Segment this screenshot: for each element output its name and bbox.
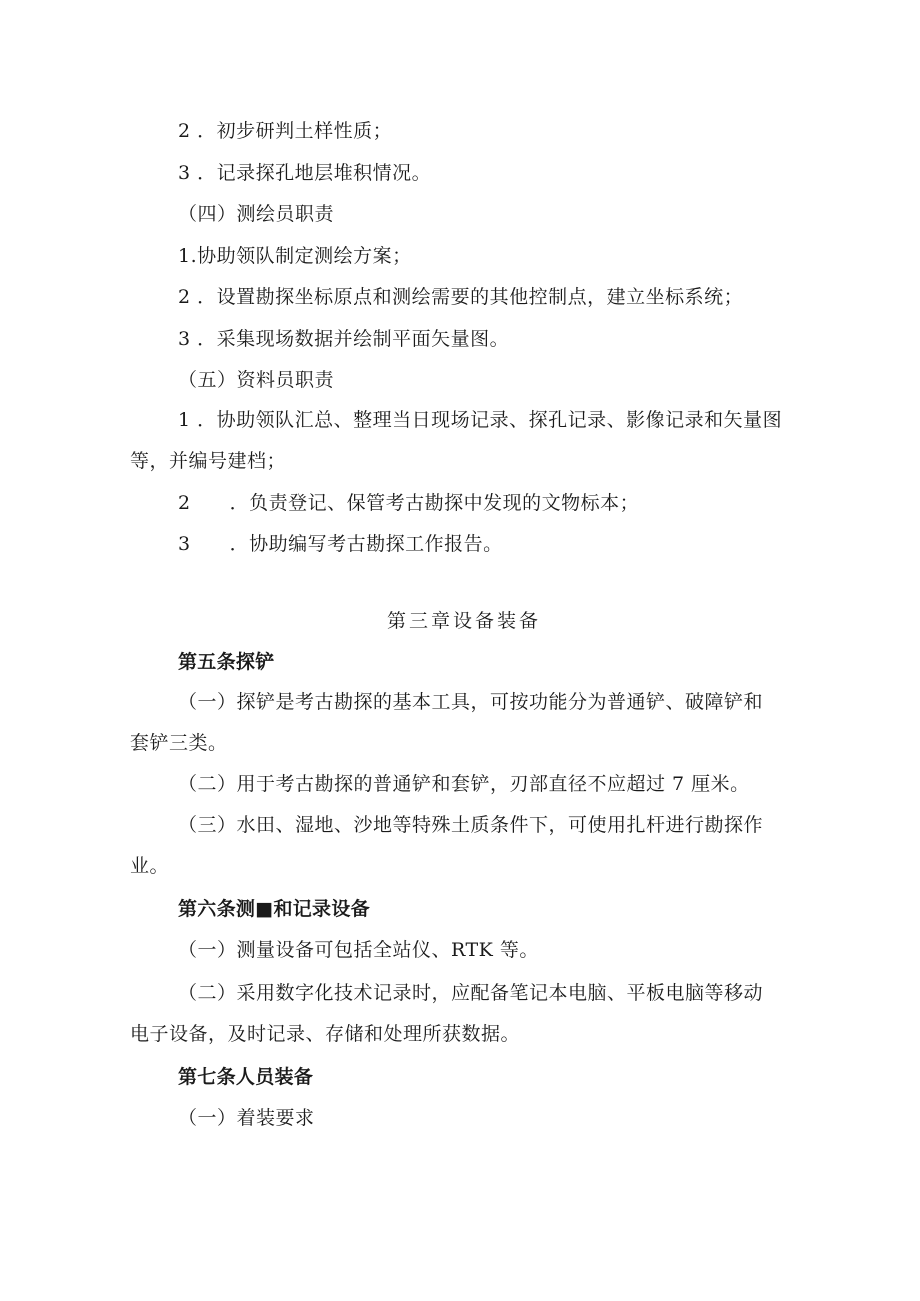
paragraph: （二）用于考古勘探的普通铲和套铲，刃部直径不应超过 7 厘米。 <box>178 773 750 795</box>
section-heading: （五）资料员职责 <box>178 369 335 391</box>
list-item: 2 ．负责登记、保管考古勘探中发现的文物标本； <box>178 492 640 514</box>
paragraph: （一）着装要求 <box>178 1107 315 1129</box>
list-item-continuation: 等，并编号建档； <box>130 450 287 472</box>
paragraph: （一）探铲是考古勘探的基本工具，可按功能分为普通铲、破障铲和 <box>178 691 764 713</box>
paragraph: （三）水田、湿地、沙地等特殊土质条件下，可使用扎杆进行勘探作 <box>178 814 764 836</box>
paragraph-continuation: 业。 <box>130 855 170 877</box>
paragraph: （二）采用数字化技术记录时，应配备笔记本电脑、平板电脑等移动 <box>178 982 764 1004</box>
article-heading: 第六条测■和记录设备 <box>178 898 370 920</box>
article-heading: 第七条人员装备 <box>178 1066 314 1088</box>
paragraph: （一）测量设备可包括全站仪、RTK 等。 <box>178 939 539 961</box>
paragraph-continuation: 电子设备，及时记录、存储和处理所获数据。 <box>130 1023 521 1045</box>
list-item: 3 ．协助编写考古勘探工作报告。 <box>178 533 503 555</box>
list-item: 3 ．记录探孔地层堆积情况。 <box>178 162 432 184</box>
list-item: 1.协助领队制定测绘方案； <box>178 245 412 267</box>
list-item: 3 ．采集现场数据并绘制平面矢量图。 <box>178 328 510 350</box>
chapter-title: 第三章设备装备 <box>387 610 542 632</box>
list-item: 2 ．设置勘探坐标原点和测绘需要的其他控制点，建立坐标系统； <box>178 286 744 308</box>
section-heading: （四）测绘员职责 <box>178 203 335 225</box>
list-item: 1 ．协助领队汇总、整理当日现场记录、探孔记录、影像记录和矢量图 <box>178 409 783 431</box>
article-heading: 第五条探铲 <box>178 651 275 673</box>
list-item: 2 ．初步研判土样性质； <box>178 120 393 142</box>
paragraph-continuation: 套铲三类。 <box>130 732 228 754</box>
